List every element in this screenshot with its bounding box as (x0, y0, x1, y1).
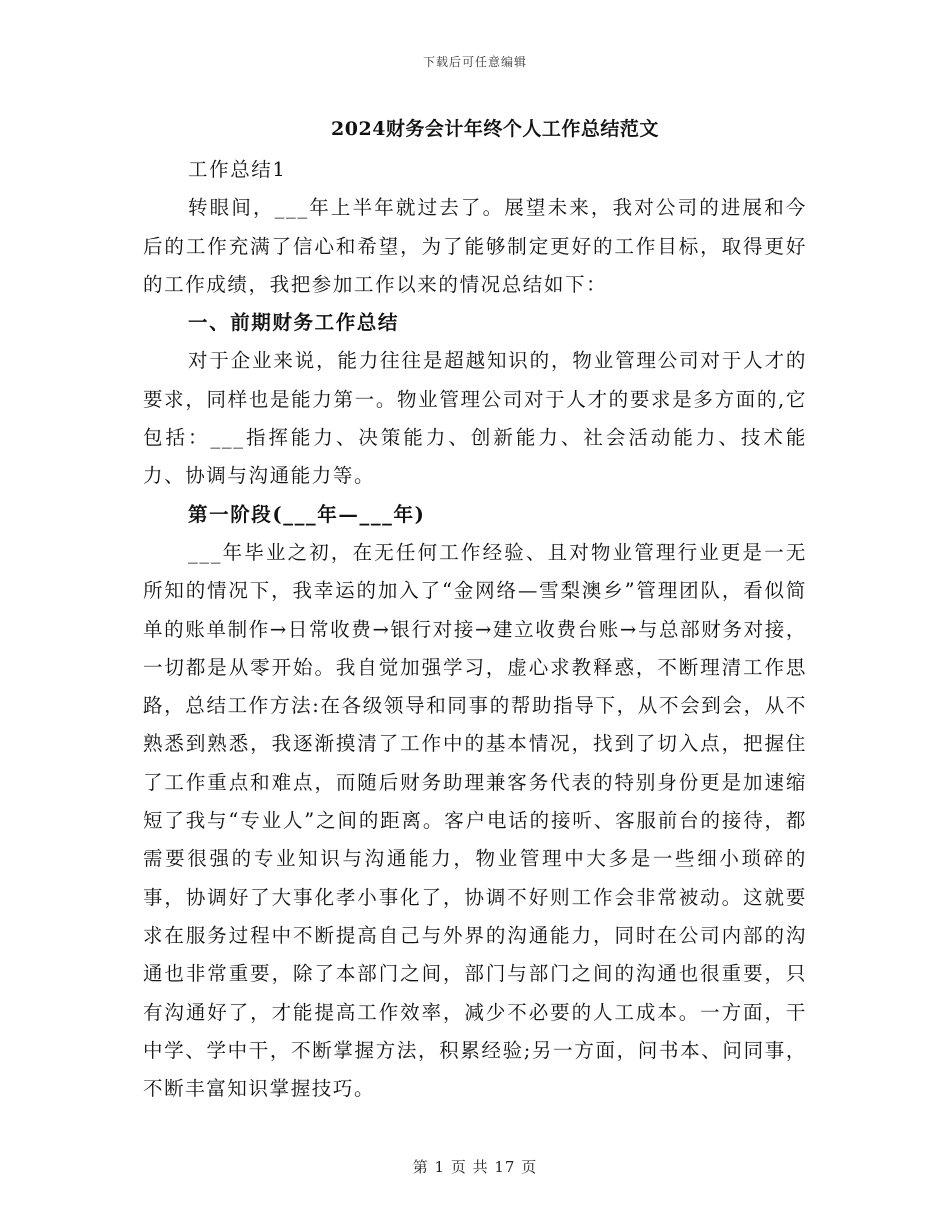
document-body (143, 151, 807, 1108)
paragraph-2: ___年毕业之初，在无任何工作经验、且对物业管理行业更是一无所知的情况下，我幸运的加入了“金网络—雪梨澳乡”管理团队，看似简单的账单制作→日常收费→银行对接→建立收费台账→与总部财务对接，一切都是从零开始。我自觉加强学习，虚心求教释惑，不断理清工作思路，总结工作方法:在各级领导和同事的帮助指导下，从不会到会，从不熟悉到熟悉，我逐渐摸清了工作中的基本情况，找到了切入点，把握住了工作重点和难点，而随后财务助理兼客务代表的特别身份更是加速缩短了我与“专业人”之间的距离。客户电话的接听、客服前台的接待，都需要很强的专业知识与沟通能力，物业管理中大多是一些细小琐碎的事，协调好了大事化孝小事化了，协调不好则工作会非常被动。这就要求在服务过程中不断提高自己与外界的沟通能力，同时在公司内部的沟通也非常重要，除了本部门之间，部门与部门之间的沟通也很重要，只有沟通好了，才能提高工作效率，减少不必要的人工成本。一方面，干中学、学中干，不断掌握方法，积累经验;另一方面，问书本、问同事，不断丰富知识掌握技巧。 (143, 540, 807, 1101)
section-heading-2: 第一阶段(___年—___年) (188, 502, 426, 526)
paragraph-1: 对于企业来说，能力往往是超越知识的，物业管理公司对于人才的要求，同样也是能力第一。物业管理公司对于人才的要求是多方面的,它包括：___指挥能力、决策能力、创新能力、社会活动能力、技术能力、协调与沟通能力等。 (143, 349, 807, 488)
page-number: 第 1 页 共 17 页 (412, 1158, 538, 1176)
section-label: 工作总结1 (188, 158, 287, 181)
section-heading-1: 一、前期财务工作总结 (188, 311, 400, 335)
header-note: 下载后可任意编辑 (422, 55, 527, 69)
intro-paragraph: 转眼间，___年上半年就过去了。展望未来，我对公司的进展和今后的工作充满了信心和希望，为了能够制定更好的工作目标，取得更好的工作成绩，我把参加工作以来的情况总结如下： (143, 196, 807, 296)
document-title: 2024财务会计年终个人工作总结范文 (331, 118, 659, 140)
